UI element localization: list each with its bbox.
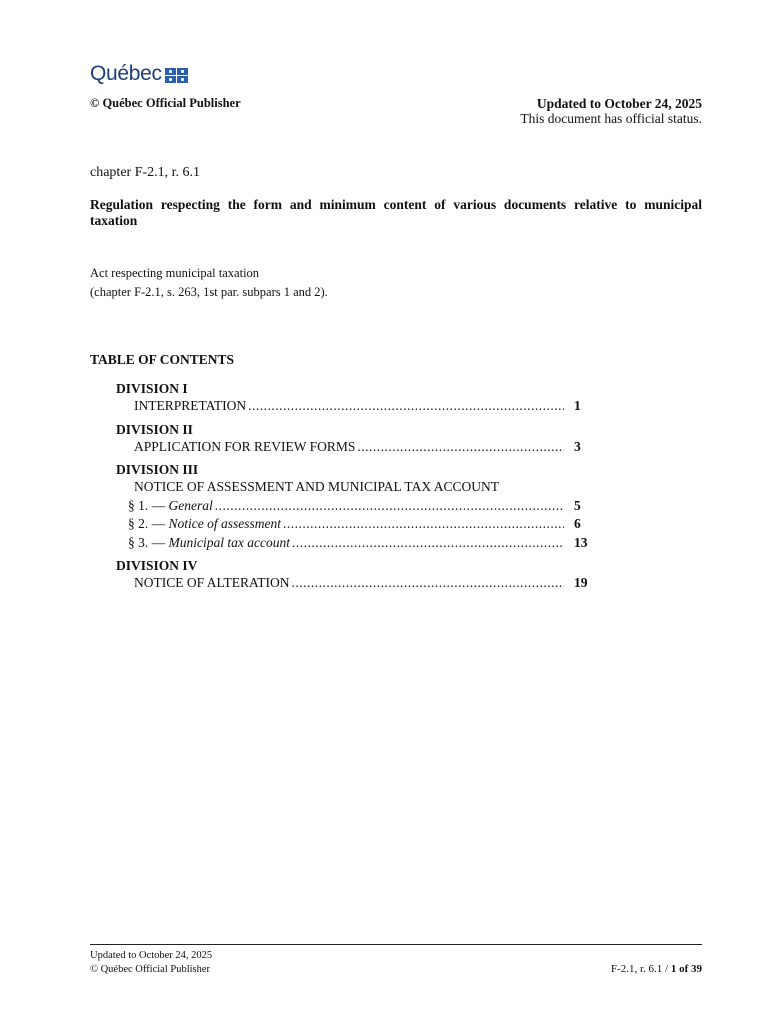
toc-entry-municipal-tax-account[interactable]: § 3. — Municipal tax account ..... 13 [116,534,590,553]
toc-page-number: 5 [574,497,581,513]
chapter-reference: chapter F-2.1, r. 6.1 [90,165,201,180]
dot-leader [248,397,564,416]
dot-leader [283,515,564,534]
toc-page-number: 6 [574,516,581,531]
toc-heading: TABLE OF CONTENTS [90,352,235,367]
toc-page-number: 13 [574,534,588,550]
toc-division-2: DIVISION II [116,421,193,437]
toc-page-number: 3 [574,438,581,454]
toc-entry-interpretation[interactable]: INTERPRETATION ..... 1 [116,397,590,416]
fleur-de-lis-flag-icon [165,68,188,83]
publisher-label: © Québec Official Publisher [90,96,241,110]
logo-wordmark: Québec [90,62,162,85]
footer-updated: Updated to October 24, 2025 [90,950,213,961]
footer-divider [90,944,702,945]
toc-entry-notice-of-alteration[interactable]: NOTICE OF ALTERATION ..... 19 [116,574,590,593]
official-status: This document has official status. [520,111,702,126]
toc-entry-general[interactable]: § 1. — General ..... 5 [116,497,590,516]
updated-date: Updated to October 24, 2025 [536,96,702,111]
table-of-contents [116,381,590,593]
toc-division-4: DIVISION IV [116,558,198,573]
footer-ref: F-2.1, r. 6.1 / [610,963,671,975]
toc-entry-review-forms[interactable]: APPLICATION FOR REVIEW FORMS ..... 3 [116,438,590,457]
act-citation: (chapter F-2.1, s. 263, 1st par. subpars 1 and 2). [90,285,328,299]
toc-division-3-subtitle: NOTICE OF ASSESSMENT AND MUNICIPAL TAX ACCOUNT [134,479,499,494]
toc-page-number: 1 [574,398,581,413]
footer-publisher: © Québec Official Publisher [90,964,211,975]
enabling-act [90,264,328,302]
dot-leader [357,438,564,457]
toc-entry-notice-of-assessment[interactable]: § 2. — Notice of assessment ..... 6 [116,515,590,534]
toc-division-1: DIVISION I [116,381,188,396]
quebec-logo [90,62,188,86]
act-name: Act respecting municipal taxation [90,266,260,280]
toc-division-3: DIVISION III [116,462,199,477]
dot-leader [292,574,564,593]
footer-page-reference [611,963,702,975]
toc-page-number: 19 [574,575,588,590]
dot-leader [215,497,564,516]
footer-page-count: 1 of 39 [670,963,702,975]
regulation-title: Regulation respecting the form and minimum content of various documents relative to municipal taxation [90,197,702,228]
dot-leader [292,534,564,553]
